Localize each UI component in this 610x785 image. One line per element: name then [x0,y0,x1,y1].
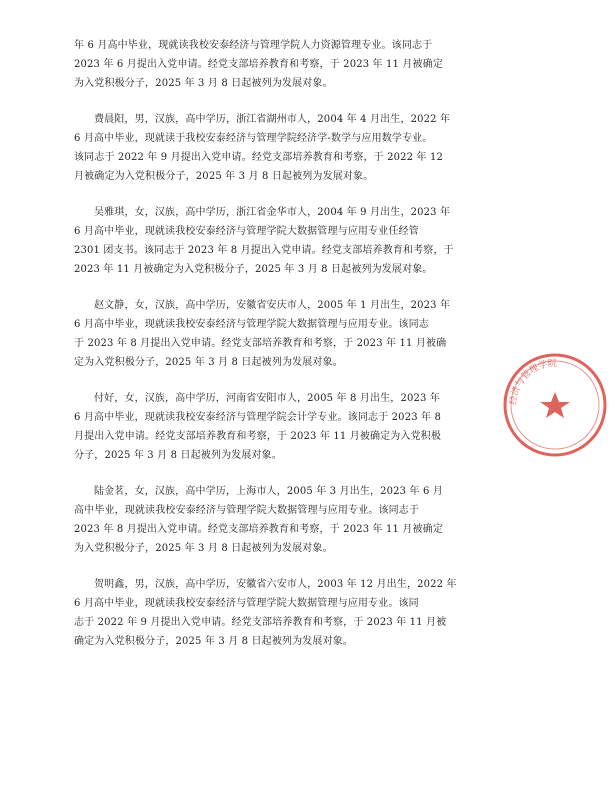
paragraph-line: 吴雅琪，女，汉族，高中学历，浙江省金华市人，2004 年 9 月出生，2023 年 [94,207,451,218]
paragraph-line: 6 月高中毕业，现就读我校安泰经济与管理学院大数据管理与应用专业。该同志 [74,319,429,330]
paragraph-line: 志于 2022 年 9 月提出入党申请。经党支部培养教育和考察，于 2023 年 11 月被 [74,617,447,628]
paragraph-1 [74,36,480,93]
paragraph-line: 2023 年 8 月提出入党申请。经党支部培养教育和考察，于 2023 年 11 月被确定 [74,524,443,535]
paragraph-line: 月提出入党申请。经党支部培养教育和考察，于 2023 年 11 月被确定为入党积极 [74,431,442,442]
paragraph-line: 6 月高中毕业，现就读我校安泰经济与管理学院大数据管理与应用专业。该同 [74,598,419,609]
paragraph-6 [74,482,480,558]
paragraph-line: 月被确定为入党积极分子，2025 年 3 月 8 日起被列为发展对象。 [74,171,374,182]
seal-star-icon [540,392,570,418]
paragraph-line: 贺明鑫，男，汉族，高中学历，安徽省六安市人，2003 年 12 月出生，2022 年 [94,579,457,590]
paragraph-line: 2023 年 6 月提出入党申请。经党支部培养教育和考察，于 2023 年 11 月被确定 [74,59,443,70]
paragraph-2 [74,110,480,186]
paragraph-line: 费晨阳，男，汉族，高中学历，浙江省湖州市人，2004 年 4 月出生，2022 年 [94,114,451,125]
document-body [74,36,480,668]
paragraph-line: 赵文静，女，汉族，高中学历，安徽省安庆市人，2005 年 1 月出生，2023 年 [94,300,451,311]
paragraph-line: 为入党积极分子，2025 年 3 月 8 日起被列为发展对象。 [74,78,333,89]
red-seal-stamp [500,350,610,460]
paragraph-line: 为入党积极分子，2025 年 3 月 8 日起被列为发展对象。 [74,543,333,554]
paragraph-line: 年 6 月高中毕业，现就读我校安泰经济与管理学院人力资源管理专业。该同志于 [74,40,433,51]
paragraph-line: 高中毕业，现就读我校安泰经济与管理学院大数据管理与应用专业。该同志于 [74,505,420,516]
paragraph-line: 陆金茗，女，汉族，高中学历，上海市人，2005 年 3 月出生，2023 年 6 月 [94,486,443,497]
paragraph-line: 定为入党积极分子，2025 年 3 月 8 日起被列为发展对象。 [74,357,343,368]
paragraph-line: 6 月高中毕业，现就读于我校安泰经济与管理学院经济学-数学与应用数学专业。 [74,133,433,144]
paragraph-line: 付好，女，汉族，高中学历，河南省安阳市人，2005 年 8 月出生，2023 年 [94,393,440,404]
paragraph-line: 6 月高中毕业，现就读我校安泰经济与管理学院大数据管理与应用专业任经管 [74,226,419,237]
paragraph-3 [74,203,480,279]
seal-text: 经济与管理学院 [508,358,558,406]
paragraph-line: 该同志于 2022 年 9 月提出入党申请。经党支部培养教育和考察，于 2022 年 12 [74,152,443,163]
paragraph-line: 2301 团支书。该同志于 2023 年 8 月提出入党申请。经党支部培养教育和考察，于 [74,245,454,256]
paragraph-5 [74,389,480,465]
paragraph-4 [74,296,480,372]
paragraph-line: 6 月高中毕业，现就读我校安泰经济与管理学院会计学专业。该同志于 2023 年 8 [74,412,442,423]
paragraph-line: 2023 年 11 月被确定为入党积极分子，2025 年 3 月 8 日起被列为发展对象。 [74,264,433,275]
paragraph-line: 分子，2025 年 3 月 8 日起被列为发展对象。 [74,450,282,461]
paragraph-line: 确定为入党积极分子，2025 年 3 月 8 日起被列为发展对象。 [74,636,354,647]
paragraph-7 [74,575,480,651]
paragraph-line: 于 2023 年 8 月提出入党申请。经党支部培养教育和考察，于 2023 年 11 月被确 [74,338,447,349]
